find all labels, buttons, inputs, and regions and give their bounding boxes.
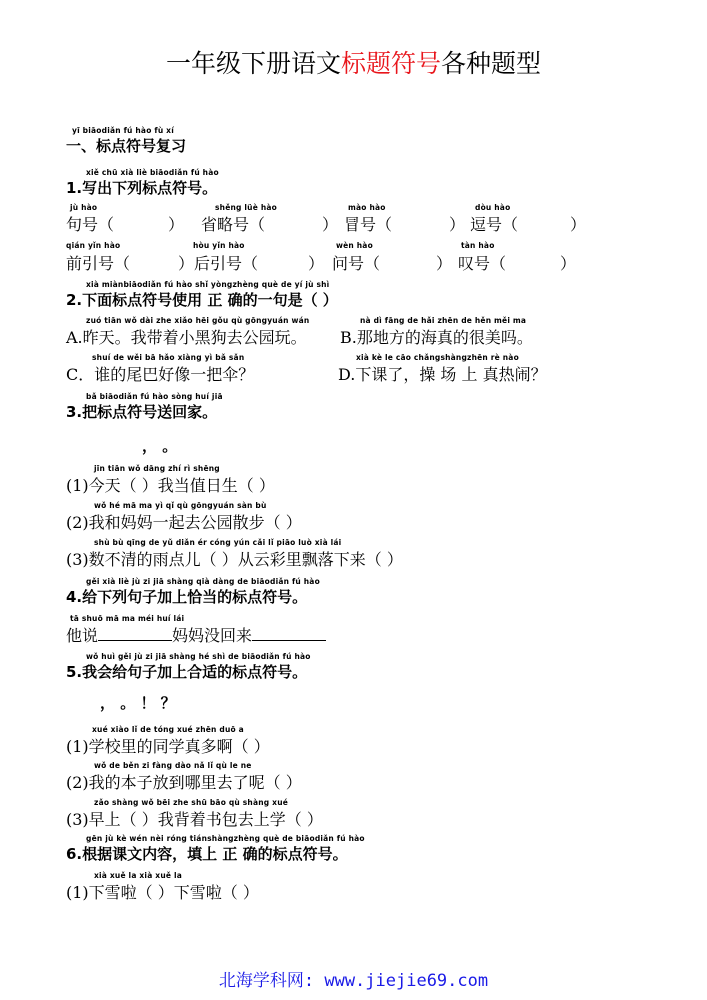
q5-item-2: (2)我的本子放到哪里去了呢（ ） — [66, 773, 302, 792]
q1-pinyin-mao: mào hào — [348, 203, 386, 212]
title-part3: 各种题型 — [441, 49, 542, 78]
q5-pinyin-3: zǎo shàng wǒ bēi zhe shū bāo qù shàng xué — [94, 798, 289, 807]
q3-heading: 3.把标点符号送回家。 — [66, 403, 218, 421]
q1-item-qianyin: 前引号（ — [66, 254, 131, 273]
q3-item-1: (1)今天（ ）我当值日生（ ） — [66, 476, 275, 495]
q2-option-b: B.那地方的海真的很美吗。 — [340, 328, 533, 347]
q1-pinyin-shenglue: shěng lüè hào — [215, 203, 277, 212]
q1-heading: 1.写出下列标点符号。 — [66, 179, 218, 197]
q3-item-3: (3)数不清的雨点儿（ ）从云彩里飘落下来（ ） — [66, 550, 403, 569]
q2-heading: 2.下面标点符号使用 正 确的一句是（ ） — [66, 291, 338, 309]
q6-item-1: (1)下雪啦（ ）下雪啦（ ） — [66, 883, 259, 902]
q2-option-c: C．谁的尾巴好像一把伞？ — [66, 365, 255, 384]
q4-pinyin-sentence: tā shuō mā ma méi huí lái — [70, 614, 185, 623]
q4-pinyin: gěi xià liè jù zi jiā shàng qià dàng de biāodiǎn fú hào — [86, 577, 320, 586]
q1-pinyin-dou: dòu hào — [475, 203, 511, 212]
q5-pinyin: wǒ huì gěi jù zi jiā shàng hé shì de biāodiǎn fú hào — [86, 652, 311, 661]
q1-pinyin-tan: tàn hào — [461, 241, 495, 250]
q1-pinyin: xiě chū xià liè biāodiǎn fú hào — [86, 168, 219, 177]
q1-close-1: ） — [168, 215, 185, 234]
q3-pinyin-1: jīn tiān wǒ dāng zhí rì shēng — [94, 464, 220, 473]
q1-pinyin-houyin: hòu yǐn hào — [193, 241, 245, 250]
q4-part2: 妈妈没回来 — [172, 626, 253, 645]
q1-item-houyin: ）后引号（ — [178, 254, 259, 273]
q5-item-1: (1)学校里的同学真多啊（ ） — [66, 737, 270, 756]
title-highlight: 标题符号 — [340, 49, 441, 78]
q2-pinyin: xià miànbiāodiǎn fú hào shǐ yòngzhèng què de yí jù shì — [86, 280, 330, 289]
q5-pinyin-2: wǒ de běn zi fàng dào nǎ lǐ qù le ne — [94, 761, 252, 770]
q1-close-6: ） — [436, 254, 453, 273]
q1-close-4: ） — [570, 215, 587, 234]
q1-item-shenglue: 省略号（ — [201, 215, 266, 234]
q4-sentence — [66, 623, 326, 646]
q5-heading: 5.我会给句子加上合适的标点符号。 — [66, 663, 308, 681]
q3-pinyin-2: wǒ hé mā ma yì qǐ qù gōngyuán sàn bù — [94, 501, 267, 510]
q5-pinyin-1: xué xiào lǐ de tóng xué zhēn duō a — [92, 725, 244, 734]
q3-pinyin-3: shù bù qīng de yǔ diǎn ér cóng yún cǎi lǐ piāo luò xià lái — [94, 538, 342, 547]
q4-heading: 4.给下列句子加上恰当的标点符号。 — [66, 588, 308, 606]
q1-close-2: ） — [322, 215, 339, 234]
q3-pinyin: bǎ biāodiǎn fú hào sòng huí jiā — [86, 392, 223, 401]
q1-pinyin-wen: wèn hào — [336, 241, 373, 250]
page-title — [0, 44, 707, 80]
q2-pinyin-b: nà dì fāng de hǎi zhēn de hěn měi ma — [360, 316, 527, 325]
q1-close-3: ） — [449, 215, 466, 234]
q6-pinyin-1: xià xuě la xià xuě la — [94, 871, 182, 880]
q4-blank-1[interactable] — [98, 626, 172, 641]
q2-pinyin-a: zuó tiān wǒ dài zhe xiǎo hēi gǒu qù gōngyuán wán — [86, 316, 310, 325]
q5-symbols: ， 。 ！ ？ — [100, 694, 176, 712]
q6-pinyin: gēn jù kè wén nèi róng tiánshàngzhèng què de biāodiǎn fú hào — [86, 834, 365, 843]
section1-heading: 一、标点符号复习 — [66, 137, 187, 155]
q2-option-d: D.下课了，操 场 上 真热闹？ — [338, 365, 547, 384]
q2-pinyin-d: xià kè le cāo chǎngshàngzhēn rè nào — [356, 353, 519, 362]
section1-pinyin: yī biāodiǎn fú hào fù xí — [72, 126, 174, 135]
q1-pinyin-juhao: jù hào — [70, 203, 98, 212]
q1-item-mao: 冒号（ — [344, 215, 393, 234]
q6-heading: 6.根据课文内容，填上 正 确的标点符号。 — [66, 845, 348, 863]
q1-item-dou: 逗号（ — [470, 215, 519, 234]
title-part1: 一年级下册语文 — [165, 49, 341, 78]
q1-close-5: ） — [308, 254, 325, 273]
q3-item-2: (2)我和妈妈一起去公园散步（ ） — [66, 513, 302, 532]
q1-item-wen: 问号（ — [332, 254, 381, 273]
q4-part1: 他说 — [66, 626, 99, 645]
q1-pinyin-qianyin: qián yǐn hào — [66, 241, 121, 250]
q4-blank-2[interactable] — [252, 626, 326, 641]
q3-symbols: ， 。 — [142, 437, 178, 455]
footer-watermark[interactable]: 北海学科网: www.jiejie69.com — [218, 971, 489, 991]
q1-item-juhao: 句号（ — [66, 215, 115, 234]
q2-pinyin-c: shuí de wěi bā hǎo xiàng yì bǎ sǎn — [92, 353, 245, 362]
q2-option-a: A.昨天。我带着小黑狗去公园玩。 — [66, 328, 307, 347]
q1-close-7: ） — [560, 254, 577, 273]
q1-item-tan: 叹号（ — [458, 254, 507, 273]
q5-item-3: (3)早上（ ）我背着书包去上学（ ） — [66, 810, 323, 829]
